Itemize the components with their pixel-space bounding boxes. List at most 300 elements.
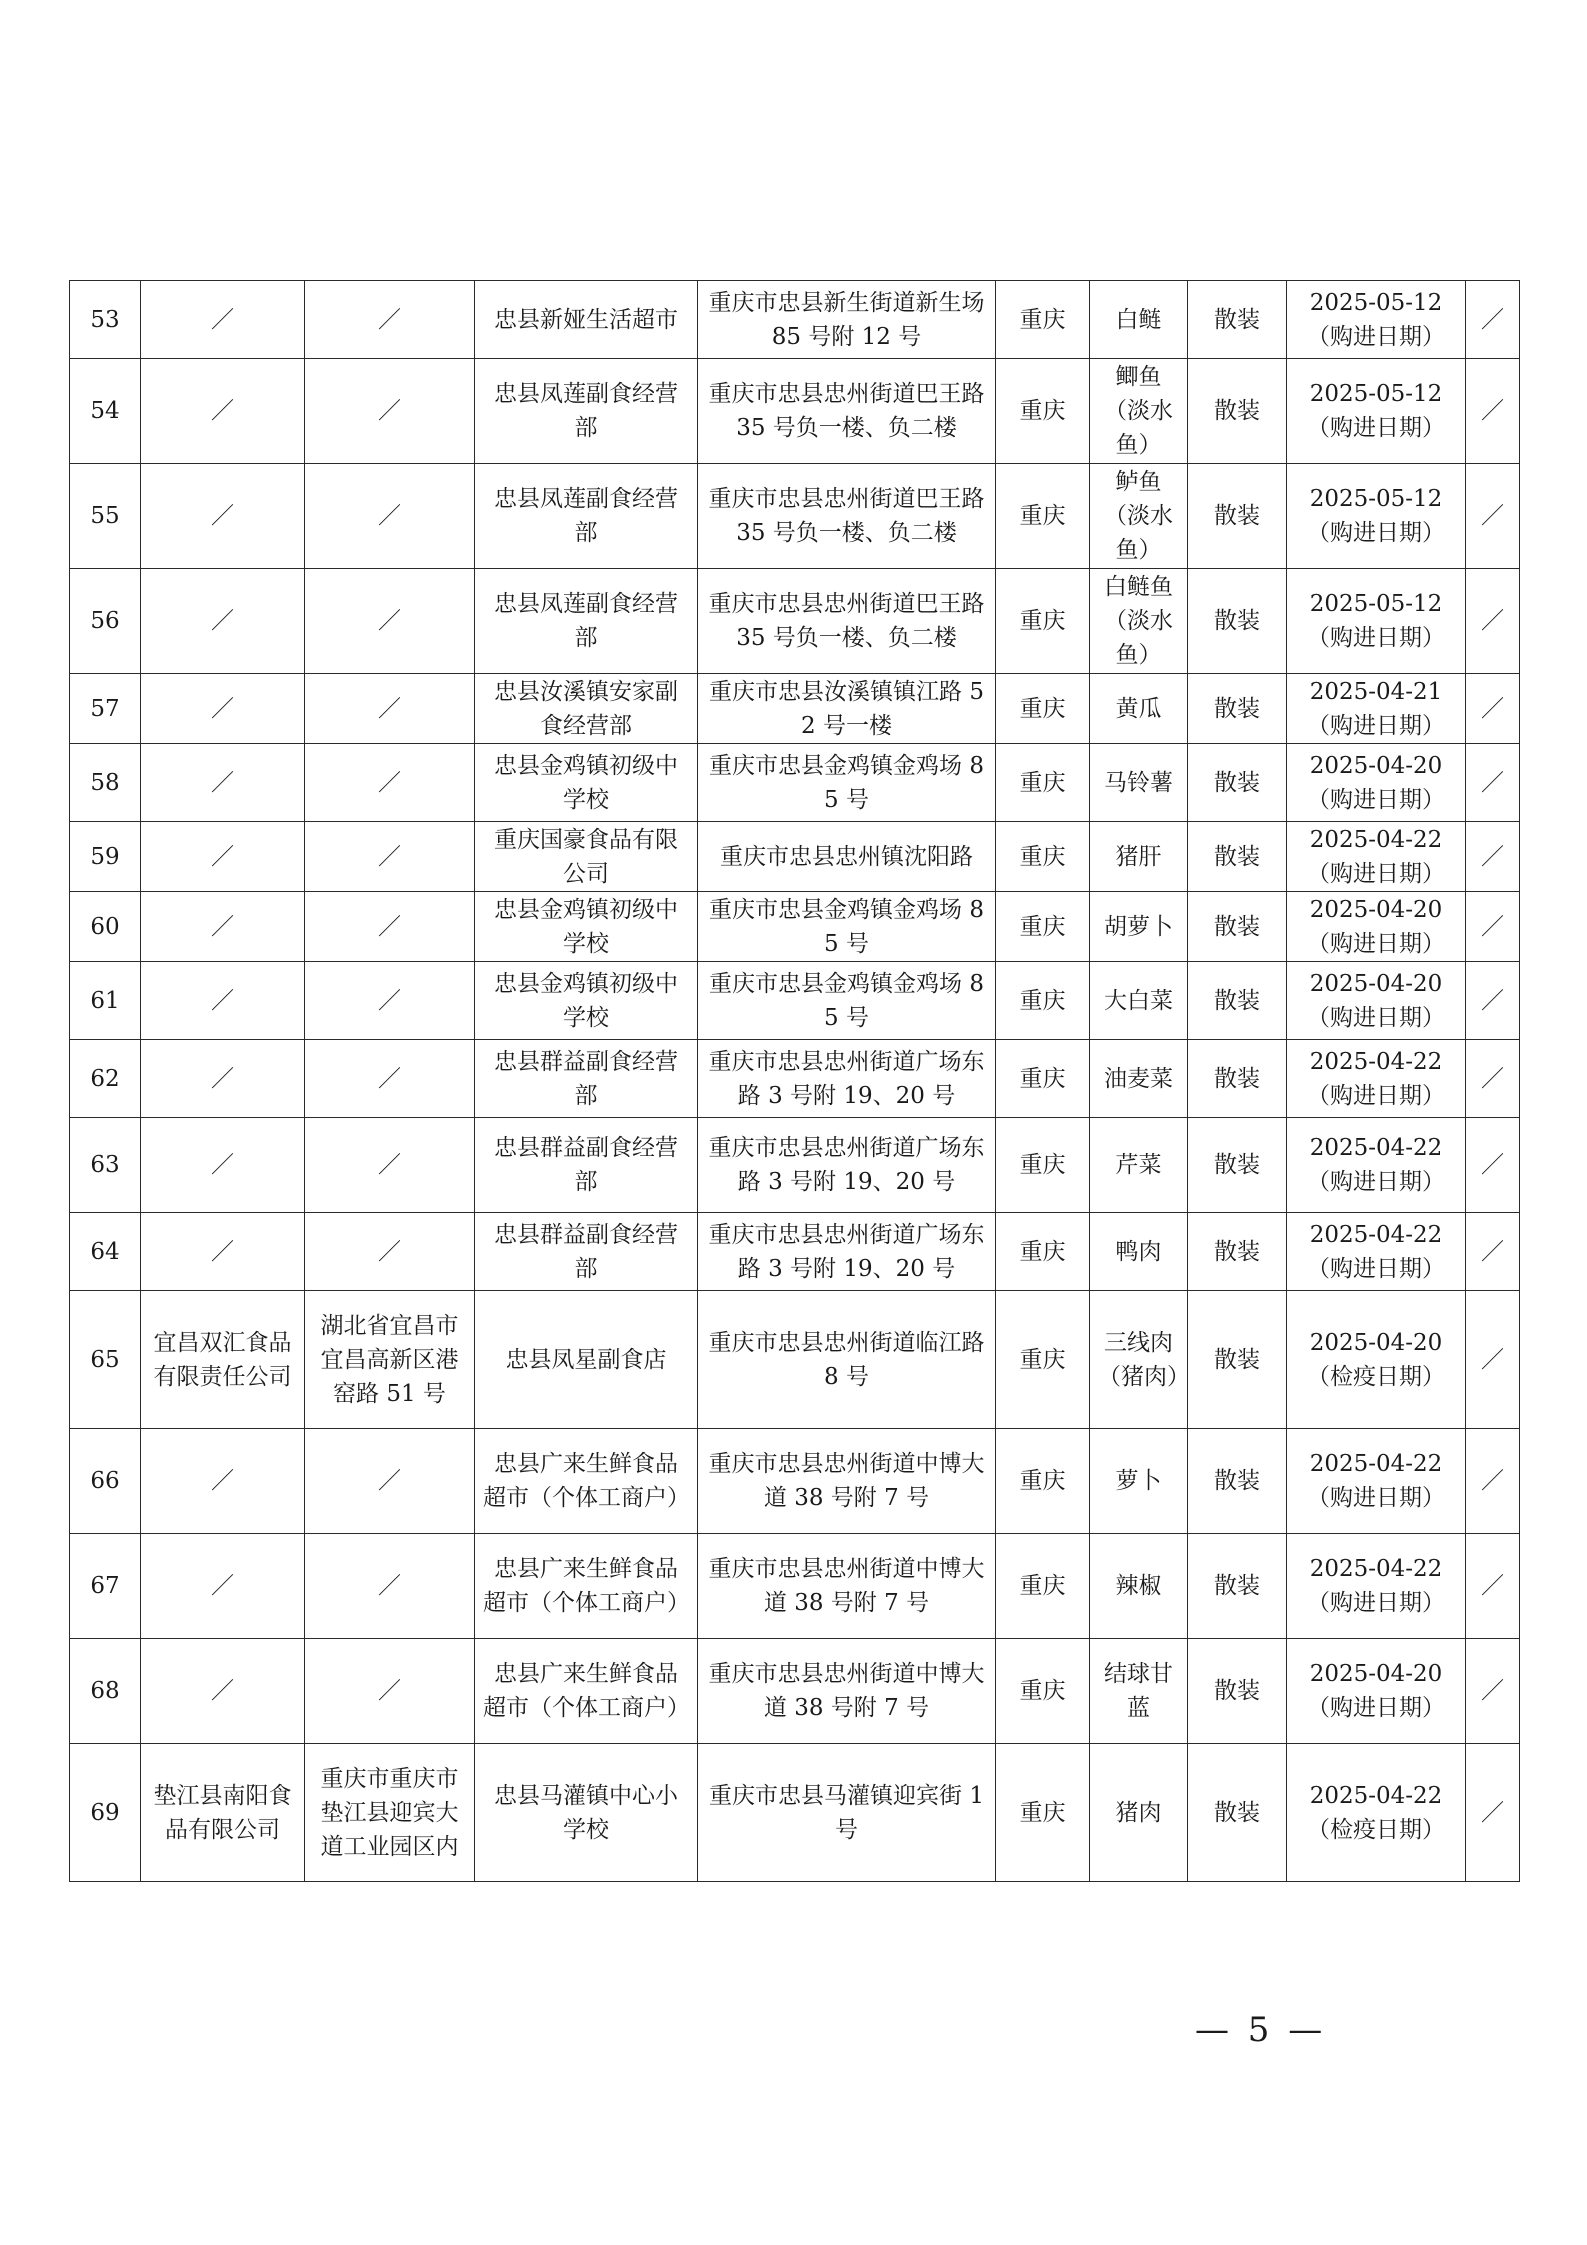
manufacturer-cell [141, 1040, 305, 1118]
remark-cell [1466, 1744, 1520, 1882]
manufacturer-address-cell-text: ／ [378, 1573, 401, 1599]
date-cell [1287, 962, 1466, 1040]
sampled-address-cell-text: 重庆市忠县金鸡镇金鸡场 85 号 [709, 970, 984, 1031]
specification-cell-text: 散装 [1214, 1799, 1260, 1826]
product-name-cell-text: 辣椒 [1115, 1573, 1162, 1599]
product-name-cell-text: 黄瓜 [1115, 695, 1162, 722]
product-name-cell-text: 鲈鱼（淡水鱼） [1104, 469, 1173, 563]
product-name-cell [1090, 1534, 1188, 1639]
sampled-address-cell [698, 359, 996, 464]
date-value: 2025-05-12 [1309, 381, 1443, 407]
specification-cell-text: 散装 [1214, 987, 1260, 1014]
sampled-unit-cell [475, 822, 698, 892]
date-type: （购进日期） [1307, 415, 1445, 441]
region-cell-text: 重庆 [1019, 695, 1066, 722]
manufacturer-address-cell-text: 湖北省宜昌市宜昌高新区港窑路 51 号 [320, 1312, 459, 1407]
sampled-unit-cell-text: 忠县汝溪镇安家副食经营部 [494, 678, 678, 739]
product-name-cell [1090, 1213, 1188, 1291]
specification-cell [1188, 1744, 1287, 1882]
product-name-cell [1090, 569, 1188, 674]
sampled-unit-cell-text: 重庆国豪食品有限公司 [494, 826, 678, 887]
page-number: — 5 — [1195, 2010, 1327, 2050]
sampled-unit-cell [475, 744, 698, 822]
table-row [70, 1213, 1520, 1291]
row-number-cell [70, 1118, 141, 1213]
region-cell-text: 重庆 [1019, 1678, 1066, 1704]
row-number-cell [70, 744, 141, 822]
date-value: 2025-04-22 [1309, 826, 1443, 853]
sampled-address-cell [698, 1213, 996, 1291]
product-name-cell-text: 结球甘蓝 [1104, 1661, 1173, 1721]
manufacturer-address-cell [305, 744, 475, 822]
product-name-cell [1090, 464, 1188, 569]
manufacturer-address-cell [305, 464, 475, 569]
specification-cell [1188, 1040, 1287, 1118]
date-cell [1287, 359, 1466, 464]
manufacturer-cell [141, 1213, 305, 1291]
sampled-unit-cell [475, 1213, 698, 1291]
date-value: 2025-05-12 [1309, 486, 1443, 512]
table-row [70, 1291, 1520, 1429]
date-type: （购进日期） [1307, 1082, 1445, 1109]
remark-cell-text: ／ [1481, 1678, 1504, 1704]
remark-cell-text: ／ [1481, 913, 1504, 940]
manufacturer-cell-text: ／ [211, 1238, 234, 1265]
remark-cell [1466, 1213, 1520, 1291]
specification-cell [1188, 1118, 1287, 1213]
manufacturer-cell-text: 垫江县南阳食品有限公司 [153, 1782, 292, 1843]
manufacturer-address-cell [305, 822, 475, 892]
sampled-unit-cell [475, 674, 698, 744]
product-name-cell-text: 白鲢 [1115, 306, 1162, 333]
date-cell [1287, 464, 1466, 569]
manufacturer-address-cell [305, 569, 475, 674]
region-cell-text: 重庆 [1019, 306, 1066, 333]
sampled-address-cell-text: 重庆市忠县忠州街道广场东路 3 号附 19、20 号 [708, 1135, 985, 1195]
manufacturer-address-cell [305, 281, 475, 359]
product-name-cell-text: 白鲢鱼（淡水鱼） [1104, 574, 1173, 668]
manufacturer-cell-text: ／ [211, 1678, 234, 1704]
remark-cell-text: ／ [1481, 1238, 1504, 1265]
manufacturer-address-cell [305, 674, 475, 744]
manufacturer-cell-text: ／ [211, 913, 234, 940]
date-value: 2025-04-22 [1309, 1221, 1443, 1248]
region-cell [996, 359, 1090, 464]
remark-cell [1466, 359, 1520, 464]
table-row [70, 962, 1520, 1040]
date-value: 2025-04-20 [1309, 752, 1443, 779]
region-cell [996, 569, 1090, 674]
remark-cell-text: ／ [1481, 1346, 1504, 1373]
remark-cell [1466, 822, 1520, 892]
table-row [70, 1040, 1520, 1118]
specification-cell [1188, 1639, 1287, 1744]
product-name-cell-text: 胡萝卜 [1104, 913, 1173, 940]
date-type: （购进日期） [1307, 520, 1445, 546]
manufacturer-address-cell [305, 1429, 475, 1534]
remark-cell [1466, 892, 1520, 962]
specification-cell-text: 散装 [1214, 1468, 1260, 1494]
date-type: （购进日期） [1307, 1590, 1445, 1616]
remark-cell-text: ／ [1481, 1065, 1504, 1092]
row-number-cell [70, 892, 141, 962]
specification-cell [1188, 1534, 1287, 1639]
specification-cell [1188, 822, 1287, 892]
remark-cell-text: ／ [1481, 398, 1504, 424]
product-name-cell [1090, 674, 1188, 744]
remark-cell-text: ／ [1481, 1468, 1504, 1494]
sampled-unit-cell [475, 1429, 698, 1534]
date-type: （购进日期） [1307, 323, 1445, 350]
product-name-cell [1090, 1291, 1188, 1429]
manufacturer-address-cell-text: ／ [378, 1468, 401, 1494]
date-cell [1287, 674, 1466, 744]
row-number-cell [70, 674, 141, 744]
sampled-unit-cell [475, 1744, 698, 1882]
date-cell [1287, 1040, 1466, 1118]
manufacturer-address-cell [305, 892, 475, 962]
remark-cell-text: ／ [1481, 1799, 1504, 1826]
date-cell [1287, 1213, 1466, 1291]
region-cell-text: 重庆 [1019, 608, 1066, 634]
table-row [70, 1429, 1520, 1534]
product-name-cell [1090, 1118, 1188, 1213]
manufacturer-address-cell-text: ／ [378, 1152, 401, 1178]
remark-cell-text: ／ [1481, 306, 1504, 333]
region-cell [996, 281, 1090, 359]
product-name-cell-text: 大白菜 [1104, 987, 1173, 1014]
product-name-cell-text: 马铃薯 [1104, 769, 1173, 796]
date-type: （购进日期） [1307, 1169, 1445, 1195]
row-number-cell [70, 1040, 141, 1118]
sampled-address-cell-text: 重庆市忠县忠州街道中博大道 38 号附 7 号 [708, 1451, 985, 1511]
product-name-cell-text: 猪肉 [1115, 1799, 1162, 1826]
specification-cell [1188, 1429, 1287, 1534]
remark-cell-text: ／ [1481, 695, 1504, 722]
row-number-cell-text: 65 [90, 1346, 120, 1373]
region-cell-text: 重庆 [1019, 1573, 1066, 1599]
specification-cell [1188, 1213, 1287, 1291]
row-number-cell-text: 59 [90, 843, 120, 870]
region-cell-text: 重庆 [1019, 913, 1066, 940]
date-cell [1287, 822, 1466, 892]
manufacturer-address-cell [305, 1118, 475, 1213]
table-row [70, 359, 1520, 464]
product-name-cell-text: 油麦菜 [1104, 1065, 1173, 1092]
table-row [70, 1118, 1520, 1213]
sampled-address-cell [698, 1639, 996, 1744]
table-row [70, 1744, 1520, 1882]
region-cell [996, 1118, 1090, 1213]
date-type: （检疫日期） [1307, 1363, 1445, 1390]
manufacturer-cell [141, 822, 305, 892]
sampled-address-cell [698, 822, 996, 892]
sampled-address-cell-text: 重庆市忠县忠州街道中博大道 38 号附 7 号 [708, 1556, 985, 1616]
row-number-cell-text: 61 [90, 987, 120, 1014]
manufacturer-address-cell [305, 359, 475, 464]
date-cell [1287, 1118, 1466, 1213]
sampled-unit-cell-text: 忠县群益副食经营部 [494, 1221, 678, 1282]
region-cell [996, 1213, 1090, 1291]
row-number-cell [70, 1639, 141, 1744]
date-cell [1287, 1639, 1466, 1744]
sampled-address-cell [698, 744, 996, 822]
manufacturer-cell [141, 1291, 305, 1429]
manufacturer-cell [141, 1639, 305, 1744]
manufacturer-cell-text: ／ [211, 398, 234, 424]
date-cell [1287, 1429, 1466, 1534]
table-row [70, 674, 1520, 744]
sampled-unit-cell-text: 忠县金鸡镇初级中学校 [494, 896, 678, 957]
manufacturer-cell [141, 1534, 305, 1639]
row-number-cell-text: 69 [90, 1799, 120, 1826]
manufacturer-address-cell-text: ／ [378, 1238, 401, 1265]
specification-cell-text: 散装 [1214, 1238, 1260, 1265]
sampled-unit-cell-text: 忠县广来生鲜食品超市（个体工商户） [483, 1451, 690, 1511]
region-cell [996, 962, 1090, 1040]
specification-cell-text: 散装 [1214, 1346, 1260, 1373]
remark-cell [1466, 464, 1520, 569]
manufacturer-address-cell-text: ／ [378, 769, 401, 796]
date-cell [1287, 569, 1466, 674]
manufacturer-address-cell [305, 1291, 475, 1429]
region-cell [996, 1429, 1090, 1534]
sampled-unit-cell-text: 忠县新娅生活超市 [494, 306, 678, 333]
specification-cell-text: 散装 [1214, 1573, 1260, 1599]
row-number-cell [70, 1534, 141, 1639]
date-type: （购进日期） [1307, 930, 1445, 957]
manufacturer-cell [141, 962, 305, 1040]
date-value: 2025-04-22 [1309, 1451, 1443, 1477]
region-cell-text: 重庆 [1019, 769, 1066, 796]
row-number-cell-text: 64 [90, 1238, 120, 1265]
table-row [70, 464, 1520, 569]
date-value: 2025-05-12 [1309, 289, 1443, 316]
region-cell-text: 重庆 [1019, 398, 1066, 424]
specification-cell [1188, 744, 1287, 822]
row-number-cell-text: 67 [90, 1573, 120, 1599]
date-value: 2025-04-22 [1309, 1556, 1443, 1582]
remark-cell [1466, 962, 1520, 1040]
product-name-cell-text: 芹菜 [1115, 1152, 1162, 1178]
sampled-address-cell-text: 重庆市忠县忠州街道中博大道 38 号附 7 号 [708, 1661, 985, 1721]
manufacturer-cell-text: ／ [211, 1468, 234, 1494]
specification-cell [1188, 281, 1287, 359]
row-number-cell [70, 464, 141, 569]
remark-cell [1466, 1429, 1520, 1534]
sampled-address-cell-text: 重庆市忠县新生街道新生场 85 号附 12 号 [708, 289, 985, 350]
manufacturer-address-cell-text: ／ [378, 503, 401, 529]
sampled-unit-cell [475, 1639, 698, 1744]
date-value: 2025-04-22 [1309, 1782, 1443, 1809]
manufacturer-cell-text: ／ [211, 503, 234, 529]
sampled-address-cell [698, 1534, 996, 1639]
sampled-unit-cell [475, 281, 698, 359]
manufacturer-cell-text: 宜昌双汇食品有限责任公司 [153, 1329, 292, 1390]
row-number-cell [70, 1429, 141, 1534]
specification-cell-text: 散装 [1214, 769, 1260, 796]
manufacturer-address-cell-text: ／ [378, 398, 401, 424]
table-row [70, 1534, 1520, 1639]
product-name-cell [1090, 962, 1188, 1040]
sampled-unit-cell-text: 忠县马灌镇中心小学校 [494, 1782, 678, 1843]
sampled-unit-cell [475, 1291, 698, 1429]
date-value: 2025-04-21 [1309, 678, 1443, 705]
sampled-unit-cell [475, 892, 698, 962]
manufacturer-cell-text: ／ [211, 306, 234, 333]
manufacturer-cell-text: ／ [211, 987, 234, 1014]
manufacturer-address-cell [305, 1040, 475, 1118]
manufacturer-cell-text: ／ [211, 1152, 234, 1178]
product-name-cell [1090, 892, 1188, 962]
date-type: （购进日期） [1307, 1004, 1445, 1031]
sampled-unit-cell [475, 1040, 698, 1118]
manufacturer-cell [141, 1429, 305, 1534]
row-number-cell-text: 54 [90, 398, 120, 424]
row-number-cell-text: 57 [90, 695, 120, 722]
specification-cell [1188, 962, 1287, 1040]
sampled-unit-cell-text: 忠县凤莲副食经营部 [494, 591, 678, 651]
date-cell [1287, 1744, 1466, 1882]
sampled-address-cell-text: 重庆市忠县马灌镇迎宾街 1 号 [709, 1782, 984, 1843]
sampled-unit-cell-text: 忠县凤莲副食经营部 [494, 486, 678, 546]
row-number-cell [70, 359, 141, 464]
sampled-unit-cell-text: 忠县群益副食经营部 [494, 1048, 678, 1109]
specification-cell [1188, 464, 1287, 569]
manufacturer-cell-text: ／ [211, 769, 234, 796]
manufacturer-address-cell-text: ／ [378, 987, 401, 1014]
manufacturer-cell-text: ／ [211, 608, 234, 634]
region-cell [996, 464, 1090, 569]
remark-cell-text: ／ [1481, 1573, 1504, 1599]
region-cell [996, 1534, 1090, 1639]
product-name-cell [1090, 1639, 1188, 1744]
manufacturer-address-cell-text: ／ [378, 695, 401, 722]
remark-cell [1466, 281, 1520, 359]
remark-cell [1466, 1040, 1520, 1118]
product-name-cell-text: 三线肉（猪肉） [1098, 1329, 1190, 1390]
specification-cell [1188, 674, 1287, 744]
region-cell [996, 1291, 1090, 1429]
date-value: 2025-04-20 [1309, 1661, 1443, 1687]
product-name-cell [1090, 281, 1188, 359]
date-type: （购进日期） [1307, 712, 1445, 739]
sampled-unit-cell-text: 忠县凤星副食店 [505, 1346, 667, 1373]
manufacturer-cell [141, 359, 305, 464]
manufacturer-cell [141, 744, 305, 822]
sampled-address-cell [698, 281, 996, 359]
specification-cell [1188, 892, 1287, 962]
table-row [70, 822, 1520, 892]
region-cell [996, 744, 1090, 822]
manufacturer-address-cell [305, 1213, 475, 1291]
sampled-address-cell [698, 1040, 996, 1118]
specification-cell [1188, 1291, 1287, 1429]
remark-cell-text: ／ [1481, 843, 1504, 870]
row-number-cell-text: 60 [90, 913, 120, 940]
date-value: 2025-04-22 [1309, 1135, 1443, 1161]
sampled-address-cell-text: 重庆市忠县金鸡镇金鸡场 85 号 [709, 752, 984, 813]
date-type: （购进日期） [1307, 1695, 1445, 1721]
row-number-cell [70, 1744, 141, 1882]
sampled-unit-cell [475, 962, 698, 1040]
region-cell [996, 892, 1090, 962]
specification-cell-text: 散装 [1214, 503, 1260, 529]
table-row [70, 1639, 1520, 1744]
date-cell [1287, 281, 1466, 359]
sampling-results-table [69, 280, 1520, 1882]
manufacturer-address-cell [305, 1744, 475, 1882]
sampled-unit-cell [475, 569, 698, 674]
sampled-address-cell-text: 重庆市忠县忠州街道巴王路 35 号负一楼、负二楼 [708, 486, 985, 546]
row-number-cell-text: 62 [90, 1065, 120, 1092]
manufacturer-address-cell [305, 1639, 475, 1744]
remark-cell-text: ／ [1481, 987, 1504, 1014]
sampled-address-cell-text: 重庆市忠县忠州镇沈阳路 [720, 843, 973, 870]
sampled-address-cell-text: 重庆市忠县汝溪镇镇江路 52 号一楼 [709, 678, 984, 739]
sampled-unit-cell-text: 忠县金鸡镇初级中学校 [494, 752, 678, 813]
date-value: 2025-04-20 [1309, 970, 1443, 997]
region-cell [996, 822, 1090, 892]
sampled-address-cell [698, 1744, 996, 1882]
remark-cell-text: ／ [1481, 608, 1504, 634]
sampled-address-cell-text: 重庆市忠县忠州街道广场东路 3 号附 19、20 号 [708, 1048, 985, 1109]
row-number-cell [70, 822, 141, 892]
sampled-address-cell [698, 464, 996, 569]
sampled-address-cell-text: 重庆市忠县忠州街道广场东路 3 号附 19、20 号 [708, 1221, 985, 1282]
date-value: 2025-04-20 [1309, 896, 1443, 923]
row-number-cell-text: 56 [90, 608, 120, 634]
table-row [70, 569, 1520, 674]
specification-cell-text: 散装 [1214, 843, 1260, 870]
specification-cell [1188, 359, 1287, 464]
sampled-address-cell [698, 674, 996, 744]
sampled-address-cell-text: 重庆市忠县忠州街道巴王路 35 号负一楼、负二楼 [708, 381, 985, 441]
product-name-cell [1090, 359, 1188, 464]
remark-cell [1466, 1534, 1520, 1639]
remark-cell [1466, 1291, 1520, 1429]
product-name-cell [1090, 1040, 1188, 1118]
region-cell-text: 重庆 [1019, 1065, 1066, 1092]
date-cell [1287, 1291, 1466, 1429]
date-type: （购进日期） [1307, 786, 1445, 813]
manufacturer-address-cell-text: ／ [378, 843, 401, 870]
row-number-cell [70, 962, 141, 1040]
manufacturer-cell [141, 569, 305, 674]
manufacturer-cell [141, 464, 305, 569]
manufacturer-cell-text: ／ [211, 1065, 234, 1092]
product-name-cell [1090, 1744, 1188, 1882]
row-number-cell [70, 281, 141, 359]
row-number-cell-text: 53 [90, 306, 120, 333]
date-value: 2025-04-20 [1309, 1329, 1443, 1356]
row-number-cell [70, 1291, 141, 1429]
specification-cell-text: 散装 [1214, 913, 1260, 940]
remark-cell [1466, 674, 1520, 744]
manufacturer-address-cell [305, 962, 475, 1040]
specification-cell-text: 散装 [1214, 608, 1260, 634]
remark-cell [1466, 744, 1520, 822]
product-name-cell-text: 猪肝 [1115, 843, 1162, 870]
row-number-cell [70, 569, 141, 674]
date-type: （检疫日期） [1307, 1816, 1445, 1843]
table-row [70, 744, 1520, 822]
specification-cell-text: 散装 [1214, 695, 1260, 722]
manufacturer-cell [141, 1118, 305, 1213]
region-cell-text: 重庆 [1019, 503, 1066, 529]
sampled-address-cell [698, 1291, 996, 1429]
date-cell [1287, 744, 1466, 822]
